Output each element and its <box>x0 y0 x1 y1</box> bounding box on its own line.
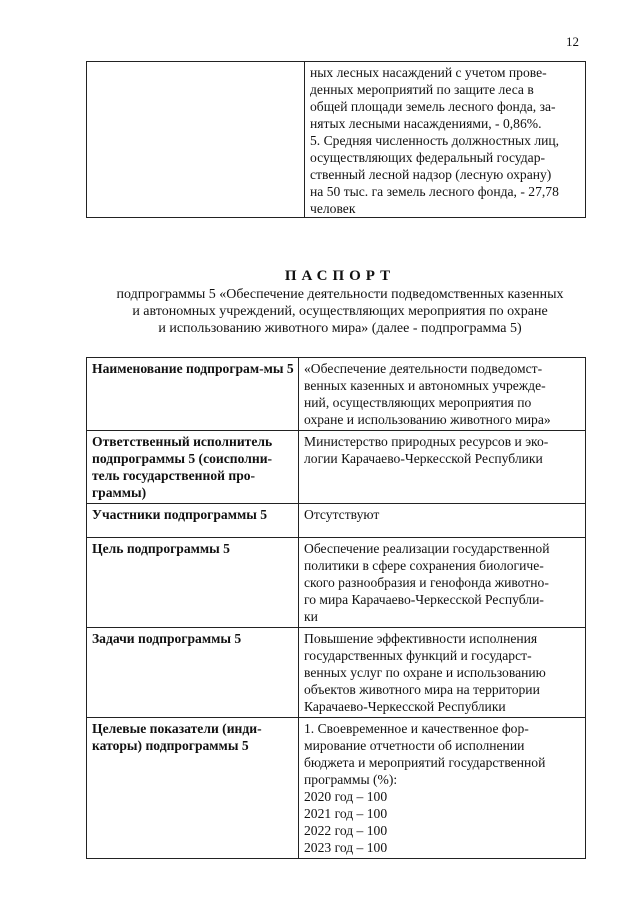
text-line: логии Карачаево-Черкесской Республики <box>304 451 543 466</box>
row-label: Наименование подпрограм-мы 5 <box>87 358 299 431</box>
text-line: Карачаево-Черкесской Республики <box>304 699 506 714</box>
text-line: мирование отчетности об исполнении <box>304 738 525 753</box>
text-line: венных казенных и автономных учрежде- <box>304 378 546 393</box>
passport-title: ПАСПОРТ <box>284 268 396 284</box>
text-line: осуществляющих федеральный государ- <box>310 150 546 165</box>
passport-subtitle-line: и автономных учреждений, осуществляющих мероприятия по охране <box>132 304 548 319</box>
passport-table <box>86 357 586 859</box>
table-row <box>87 718 586 859</box>
text-line: на 50 тыс. га земель лесного фонда, - 27,78 <box>310 184 559 199</box>
page-number: 12 <box>566 34 579 49</box>
text-line: государственных функций и государст- <box>304 648 532 663</box>
table-row <box>87 504 586 538</box>
text-line: объектов животного мира на территории <box>304 682 540 697</box>
table-row <box>87 62 586 218</box>
text-line: 2020 год – 100 <box>304 789 388 804</box>
text-line: Министерство природных ресурсов и эко- <box>304 434 549 449</box>
continuation-text <box>305 62 586 218</box>
text-line: ных лесных насаждений с учетом прове- <box>310 65 547 80</box>
text-line: Повышение эффективности исполнения <box>304 631 538 646</box>
text-line: ственный лесной надзор (лесную охрану) <box>310 167 552 182</box>
table-row <box>87 431 586 504</box>
text-line: денных мероприятий по защите леса в <box>310 82 534 97</box>
row-value <box>299 628 586 718</box>
table-row <box>87 538 586 628</box>
text-line: программы (%): <box>304 772 398 787</box>
text-line: человек <box>310 201 356 216</box>
passport-header <box>60 266 620 337</box>
row-label: Задачи подпрограммы 5 <box>87 628 299 718</box>
text-line: 2023 год – 100 <box>304 840 388 855</box>
row-value <box>299 538 586 628</box>
row-label: Цель подпрограммы 5 <box>87 538 299 628</box>
text-line: ний, осуществляющих мероприятия по <box>304 395 532 410</box>
row-value <box>299 358 586 431</box>
row-label: Участники подпрограммы 5 <box>87 504 299 538</box>
text-line: 1. Своевременное и качественное фор- <box>304 721 529 736</box>
row-label: Ответственный исполнитель подпрограммы 5 (соисполни-тель государственной про-граммы) <box>87 431 299 504</box>
passport-subtitle-line: подпрограммы 5 «Обеспечение деятельности подведомственных казенных <box>116 287 564 302</box>
row-value <box>299 718 586 859</box>
passport-subtitle-line: и использованию животного мира» (далее - подпрограмма 5) <box>158 321 522 336</box>
text-line: ки <box>304 609 318 624</box>
row-value <box>299 431 586 504</box>
text-line: 2022 год – 100 <box>304 823 388 838</box>
text-line: го мира Карачаево-Черкесской Республи- <box>304 592 544 607</box>
continuation-table <box>86 61 586 218</box>
empty-cell <box>87 62 305 218</box>
text-line: бюджета и мероприятий государственной <box>304 755 546 770</box>
text-line: венных услуг по охране и использованию <box>304 665 546 680</box>
text-line: Обеспечение реализации государственной <box>304 541 550 556</box>
table-row <box>87 628 586 718</box>
row-value <box>299 504 586 538</box>
table-row <box>87 358 586 431</box>
text-line: политики в сфере сохранения биологиче- <box>304 558 544 573</box>
text-line: Отсутствуют <box>304 507 380 522</box>
text-line: нятых лесными насаждениями, - 0,86%. <box>310 116 542 131</box>
text-line: 5. Средняя численность должностных лиц, <box>310 133 560 148</box>
text-line: ского разнообразия и генофонда животно- <box>304 575 549 590</box>
text-line: охране и использованию животного мира» <box>304 412 551 427</box>
row-label: Целевые показатели (инди-каторы) подпрограммы 5 <box>87 718 299 859</box>
text-line: общей площади земель лесного фонда, за- <box>310 99 556 114</box>
text-line: 2021 год – 100 <box>304 806 388 821</box>
text-line: «Обеспечение деятельности подведомст- <box>304 361 543 376</box>
